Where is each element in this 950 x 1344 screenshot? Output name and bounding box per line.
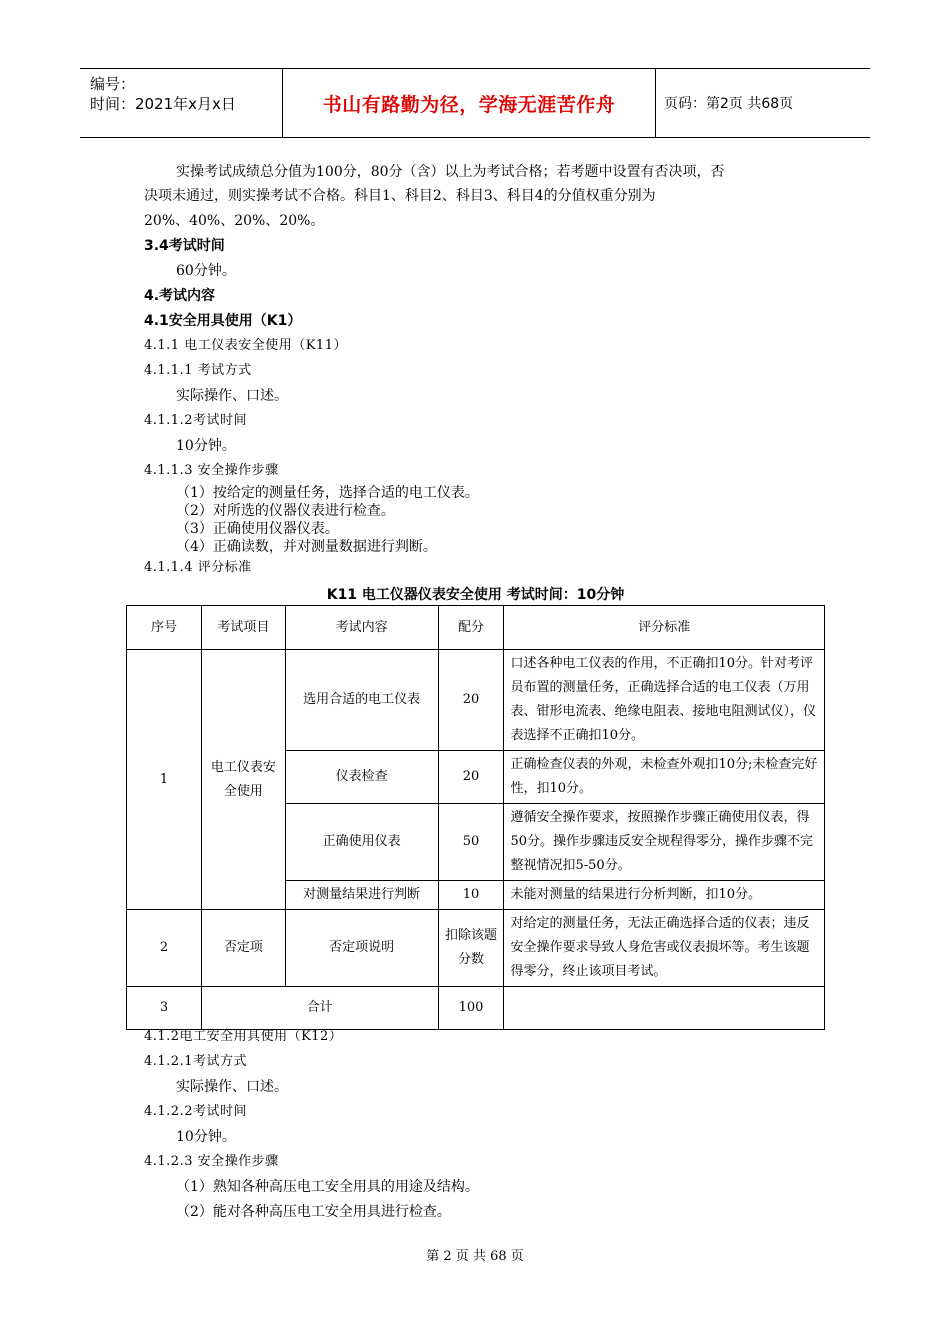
section-4-1-1-title: 4.1.1 电工仪表安全使用（K11） bbox=[144, 338, 347, 353]
header-cell: 序号 bbox=[127, 606, 202, 650]
intro-line-2: 决项未通过，则实操考试不合格。科目1、科目2、科目3、科目4的分值权重分别为 bbox=[144, 188, 656, 204]
total-label: 合计 bbox=[201, 987, 438, 1030]
intro-line-3: 20%、40%、20%、20%。 bbox=[144, 213, 325, 229]
table-row bbox=[127, 650, 825, 751]
section-4-title: 4.考试内容 bbox=[144, 288, 216, 304]
section-3-4-body: 60分钟。 bbox=[176, 263, 236, 279]
exam-content: 仪表检查 bbox=[285, 751, 438, 804]
criteria: 对给定的测量任务，无法正确选择合适的仪表；违反安全操作要求导致人身危害或仪表损坏等。考生该题得零分，终止该项目考试。 bbox=[504, 910, 825, 987]
criteria bbox=[504, 987, 825, 1030]
section-4-1-1-2-body: 10分钟。 bbox=[176, 438, 236, 454]
row-number: 3 bbox=[127, 987, 202, 1030]
section-4-1-2-3-title: 4.1.2.3 安全操作步骤 bbox=[144, 1154, 279, 1169]
code-label: 编号： bbox=[90, 75, 136, 93]
step-item: （1）熟知各种高压电工安全用具的用途及结构。 bbox=[176, 1179, 479, 1195]
criteria: 口述各种电工仪表的作用，不正确扣10分。针对考评员布置的测量任务，正确选择合适的电工仪表（万用表、钳形电流表、绝缘电阻表、接地电阻测试仪），仪表选择不正确扣10分。 bbox=[504, 650, 825, 751]
scoring-table bbox=[126, 605, 825, 1030]
score: 100 bbox=[438, 987, 504, 1030]
table-header-row bbox=[127, 606, 825, 650]
section-4-1-1-1-body: 实际操作、口述。 bbox=[176, 388, 288, 404]
step-item: （1）按给定的测量任务，选择合适的电工仪表。 bbox=[176, 485, 479, 501]
row-number: 2 bbox=[127, 910, 202, 987]
section-4-1-2-title: 4.1.2电工安全用具使用（K12） bbox=[144, 1029, 343, 1044]
criteria: 正确检查仪表的外观，未检查外观扣10分;未检查完好性，扣10分。 bbox=[504, 751, 825, 804]
document-header bbox=[80, 68, 870, 138]
criteria: 遵循安全操作要求，按照操作步骤正确使用仪表，得50分。操作步骤违反安全规程得零分，操作步骤不完整视情况扣5-50分。 bbox=[504, 804, 825, 881]
exam-content: 正确使用仪表 bbox=[285, 804, 438, 881]
step-item: （3）正确使用仪器仪表。 bbox=[176, 521, 339, 537]
section-4-1-2-2-title: 4.1.2.2考试时间 bbox=[144, 1104, 247, 1119]
exam-item: 电工仪表安全使用 bbox=[201, 650, 285, 910]
score: 50 bbox=[438, 804, 504, 881]
header-meta bbox=[80, 69, 282, 137]
exam-content: 对测量结果进行判断 bbox=[285, 881, 438, 910]
table-row bbox=[127, 987, 825, 1030]
score: 20 bbox=[438, 751, 504, 804]
section-4-1-2-1-body: 实际操作、口述。 bbox=[176, 1079, 288, 1095]
score: 20 bbox=[438, 650, 504, 751]
page-footer: 第 2 页 共 68 页 bbox=[426, 1249, 524, 1264]
section-4-1-1-3-title: 4.1.1.3 安全操作步骤 bbox=[144, 463, 279, 478]
header-cell: 评分标准 bbox=[504, 606, 825, 650]
header-cell: 考试项目 bbox=[201, 606, 285, 650]
section-4-1-1-4-title: 4.1.1.4 评分标准 bbox=[144, 560, 252, 575]
row-number: 1 bbox=[127, 650, 202, 910]
section-3-4-title: 3.4考试时间 bbox=[144, 238, 225, 254]
intro-line-1: 实操考试成绩总分值为100分，80分（含）以上为考试合格；若考题中设置有否决项，否 bbox=[176, 164, 725, 180]
section-4-1-1-1-title: 4.1.1.1 考试方式 bbox=[144, 363, 252, 378]
page-info: 页码：第2页 共68页 bbox=[664, 96, 794, 112]
exam-item: 否定项 bbox=[201, 910, 285, 987]
header-cell: 考试内容 bbox=[285, 606, 438, 650]
exam-content: 选用合适的电工仪表 bbox=[285, 650, 438, 751]
criteria: 未能对测量的结果进行分析判断，扣10分。 bbox=[504, 881, 825, 910]
section-4-1-2-1-title: 4.1.2.1考试方式 bbox=[144, 1054, 247, 1069]
step-item: （4）正确读数，并对测量数据进行判断。 bbox=[176, 539, 437, 555]
score: 扣除该题分数 bbox=[438, 910, 504, 987]
time-label: 时间：2021年x月x日 bbox=[90, 95, 236, 113]
exam-content: 否定项说明 bbox=[285, 910, 438, 987]
section-4-1-title: 4.1安全用具使用（K1） bbox=[144, 313, 302, 329]
section-4-1-1-2-title: 4.1.1.2考试时间 bbox=[144, 413, 247, 428]
motto: 书山有路勤为径，学海无涯苦作舟 bbox=[282, 69, 656, 137]
step-item: （2）对所选的仪器仪表进行检查。 bbox=[176, 503, 395, 519]
table-row bbox=[127, 910, 825, 987]
header-cell: 配分 bbox=[438, 606, 504, 650]
section-4-1-2-2-body: 10分钟。 bbox=[176, 1129, 236, 1145]
table-caption: K11 电工仪器仪表安全使用 考试时间：10分钟 bbox=[326, 587, 625, 603]
step-item: （2）能对各种高压电工安全用具进行检查。 bbox=[176, 1204, 451, 1220]
score: 10 bbox=[438, 881, 504, 910]
